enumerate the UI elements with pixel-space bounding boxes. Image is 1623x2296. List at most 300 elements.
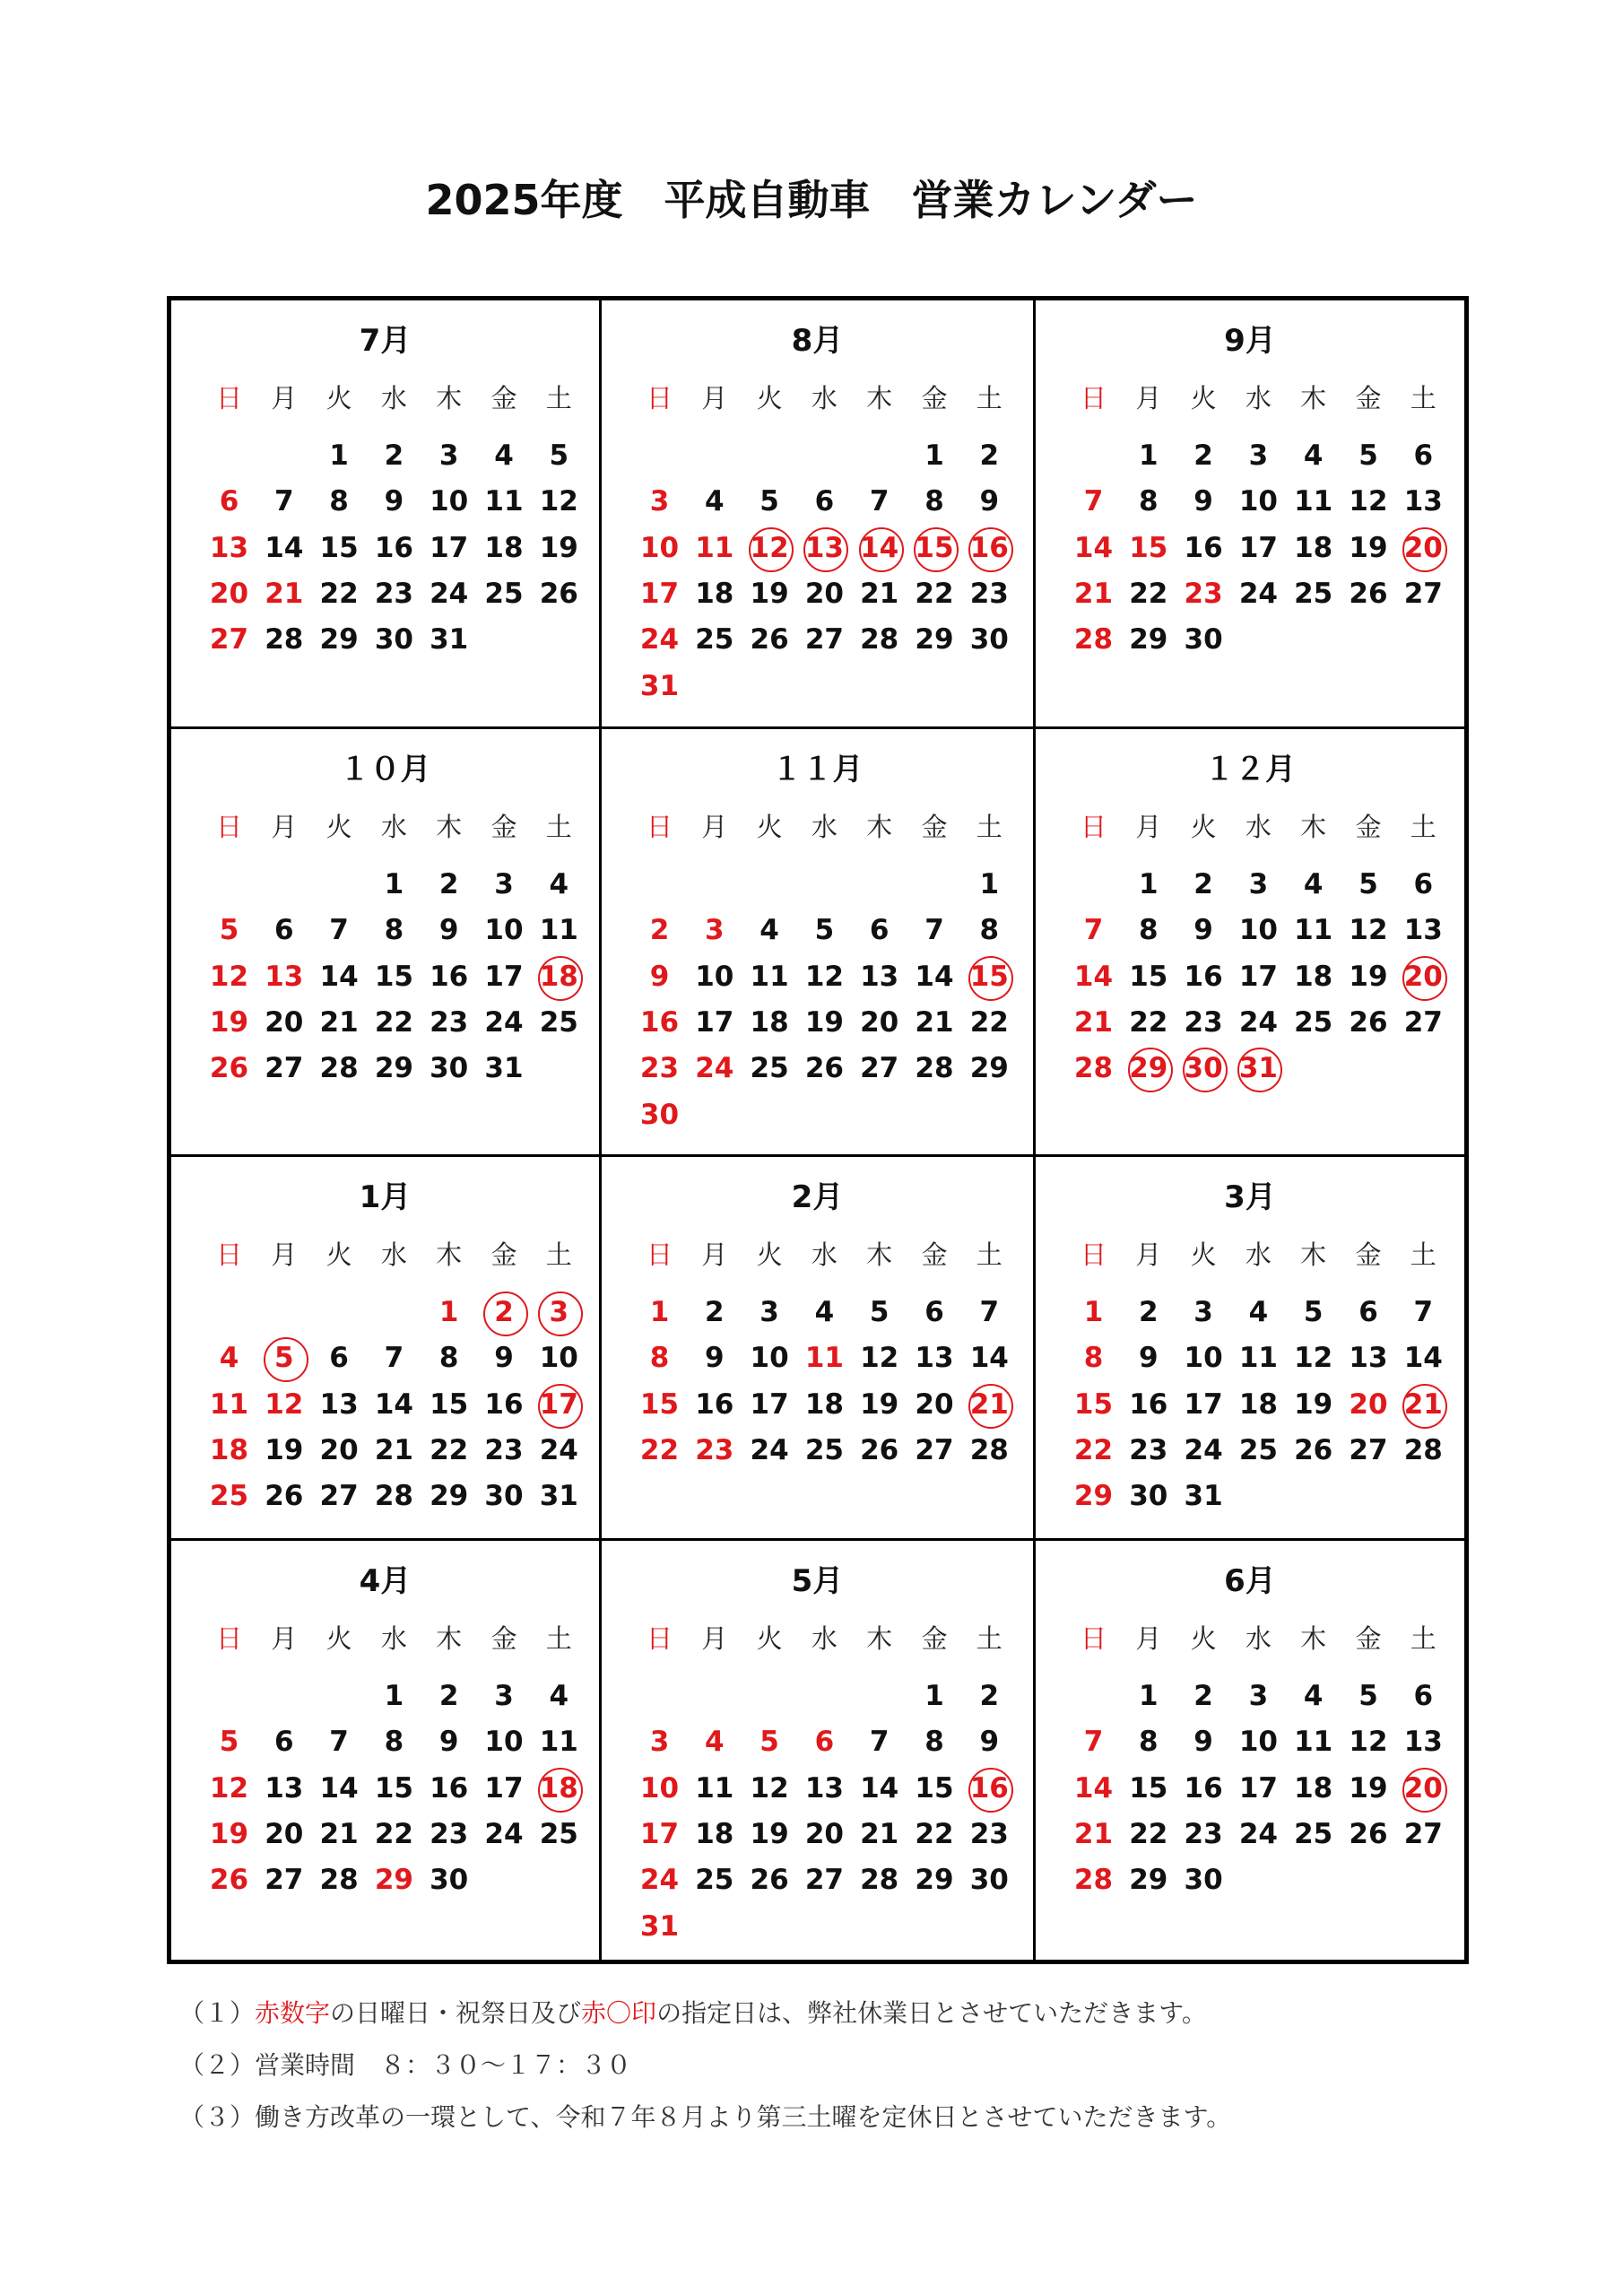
day-cell: 1	[924, 439, 944, 472]
day-holiday: 20	[1349, 1387, 1388, 1421]
day-cell: 30	[969, 623, 1009, 657]
day-cell: 28	[265, 623, 304, 657]
day-cell: 12	[1349, 914, 1388, 947]
day-cell: 2	[705, 1296, 725, 1328]
weekday-label: 土	[545, 1623, 572, 1654]
day-cell: 17	[750, 1387, 789, 1421]
day-cell: 11	[695, 1771, 734, 1805]
month-calendar	[171, 729, 599, 1154]
day-holiday: 24	[695, 1052, 734, 1085]
day-cell: 12	[750, 1771, 789, 1805]
weekday-label: 金	[1355, 812, 1382, 842]
weekday-label: 月	[271, 1623, 298, 1654]
day-cell: 22	[915, 1817, 954, 1850]
day-holiday: 18	[209, 1433, 249, 1466]
weekday-label: 水	[1245, 812, 1271, 842]
day-holiday: 11	[804, 1342, 844, 1375]
day-cell: 29	[374, 1052, 413, 1085]
day-holiday: 19	[209, 1005, 249, 1039]
weekday-label: 土	[545, 1239, 572, 1270]
weekday-label: 月	[271, 383, 298, 413]
day-holiday: 15	[1073, 1387, 1114, 1421]
month-title: 1月	[359, 1179, 412, 1215]
day-cell: 6	[814, 485, 835, 518]
day-cell: 18	[484, 531, 524, 564]
day-cell: 5	[759, 485, 779, 518]
day-holiday: 13	[265, 960, 304, 993]
day-circled-holiday: 13	[797, 526, 852, 570]
day-cell: 6	[1413, 439, 1434, 472]
day-cell: 23	[484, 1433, 524, 1466]
day-cell: 24	[750, 1433, 789, 1466]
weekday-label: 金	[1355, 1239, 1382, 1270]
day-cell: 31	[484, 1052, 524, 1085]
weekday-label: 火	[325, 1239, 352, 1270]
day-cell: 26	[1349, 577, 1388, 610]
day-cell: 3	[1248, 868, 1269, 900]
day-cell: 8	[384, 1726, 404, 1759]
day-holiday: 21	[1073, 577, 1114, 610]
weekday-label: 火	[1190, 383, 1217, 413]
day-cell: 23	[969, 1817, 1009, 1850]
day-holiday: 11	[695, 531, 734, 564]
day-cell: 6	[274, 1726, 294, 1759]
day-holiday: 29	[1073, 1480, 1114, 1513]
day-holiday: 31	[639, 1909, 680, 1943]
day-holiday: 22	[639, 1433, 680, 1466]
day-cell: 16	[430, 960, 469, 993]
notes	[179, 1987, 1453, 2144]
note-1-prefix: （１）	[179, 1998, 256, 2028]
day-cell: 31	[539, 1480, 578, 1513]
day-cell: 14	[915, 960, 954, 993]
weekday-label: 金	[921, 1623, 948, 1654]
day-cell: 3	[1248, 1680, 1269, 1712]
day-cell: 10	[484, 914, 524, 947]
day-cell: 8	[438, 1342, 459, 1375]
day-cell: 26	[804, 1052, 844, 1085]
day-cell: 26	[750, 623, 789, 657]
day-holiday: 24	[639, 1864, 680, 1897]
day-cell: 23	[430, 1005, 469, 1039]
day-cell: 19	[1294, 1387, 1333, 1421]
weekday-label: 金	[921, 383, 948, 413]
day-cell: 2	[438, 868, 459, 900]
weekday-label: 金	[490, 383, 517, 413]
day-cell: 12	[1349, 485, 1388, 518]
weekday-label: 月	[1135, 1239, 1162, 1270]
day-cell: 23	[969, 577, 1009, 610]
weekday-label: 土	[1410, 812, 1436, 842]
day-holiday: 28	[1073, 1864, 1114, 1897]
day-cell: 25	[1294, 1817, 1333, 1850]
day-cell: 25	[750, 1052, 789, 1085]
weekday-label: 月	[701, 812, 728, 842]
day-cell: 5	[1303, 1296, 1324, 1328]
note-3: （３）働き方改革の一環として、令和７年８月より第三土曜を定休日とさせていただきます。	[179, 2102, 1232, 2132]
day-cell: 29	[319, 623, 359, 657]
day-cell: 21	[860, 577, 899, 610]
day-cell: 9	[438, 914, 459, 947]
day-holiday: 2	[649, 914, 670, 947]
day-holiday: 8	[1083, 1342, 1104, 1375]
day-cell: 4	[759, 914, 779, 947]
day-holiday: 31	[639, 669, 680, 702]
day-holiday: 1	[1083, 1296, 1104, 1328]
day-holiday: 11	[209, 1387, 249, 1421]
day-cell: 11	[484, 485, 524, 518]
month-calendar	[1036, 300, 1464, 726]
day-holiday: 4	[219, 1342, 239, 1375]
day-cell: 30	[430, 1052, 469, 1085]
day-circled-holiday: 5	[256, 1335, 311, 1380]
day-cell: 30	[969, 1864, 1009, 1897]
day-cell: 21	[860, 1817, 899, 1850]
day-cell: 27	[860, 1052, 899, 1085]
day-cell: 26	[1349, 1817, 1388, 1850]
day-holiday: 12	[209, 960, 249, 993]
day-cell: 26	[750, 1864, 789, 1897]
day-cell: 8	[329, 485, 349, 518]
day-cell: 16	[484, 1387, 524, 1421]
day-cell: 9	[979, 1726, 1000, 1759]
day-cell: 24	[1184, 1433, 1223, 1466]
day-cell: 15	[1129, 1771, 1168, 1805]
day-cell: 30	[430, 1864, 469, 1897]
day-circled-holiday: 20	[1396, 954, 1451, 999]
day-cell: 26	[860, 1433, 899, 1466]
day-cell: 13	[265, 1771, 304, 1805]
day-cell: 29	[915, 1864, 954, 1897]
day-cell: 15	[374, 1771, 413, 1805]
month-title: 3月	[1224, 1179, 1276, 1215]
day-cell: 17	[430, 531, 469, 564]
day-cell: 27	[265, 1864, 304, 1897]
weekday-label: 月	[701, 1623, 728, 1654]
day-cell: 4	[1303, 868, 1324, 900]
day-cell: 20	[804, 1817, 844, 1850]
day-cell: 13	[1403, 914, 1443, 947]
weekday-label: 日	[215, 383, 242, 413]
weekday-label: 火	[756, 812, 783, 842]
day-cell: 22	[1129, 1005, 1168, 1039]
day-holiday: 15	[639, 1387, 680, 1421]
day-cell: 1	[1139, 439, 1159, 472]
day-cell: 4	[1248, 1296, 1269, 1328]
day-cell: 22	[374, 1005, 413, 1039]
note-1-red-numbers: 赤数字	[255, 1998, 331, 2028]
weekday-label: 日	[215, 812, 242, 842]
day-cell: 1	[384, 1680, 404, 1712]
day-circled-holiday: 21	[962, 1382, 1017, 1427]
weekday-label: 木	[436, 1239, 463, 1270]
day-cell: 19	[265, 1433, 304, 1466]
day-cell: 25	[695, 1864, 734, 1897]
weekday-label: 木	[1300, 383, 1327, 413]
day-cell: 2	[384, 439, 404, 472]
weekday-label: 木	[1300, 812, 1327, 842]
weekday-label: 土	[545, 812, 572, 842]
day-cell: 25	[484, 577, 524, 610]
day-cell: 1	[329, 439, 349, 472]
day-cell: 30	[374, 623, 413, 657]
day-cell: 4	[705, 485, 725, 518]
month-title: 2月	[791, 1179, 844, 1215]
day-cell: 3	[1193, 1296, 1213, 1328]
day-cell: 13	[1403, 1726, 1443, 1759]
day-holiday: 26	[209, 1052, 249, 1085]
day-holiday: 7	[1083, 485, 1104, 518]
day-cell: 6	[924, 1296, 944, 1328]
day-cell: 11	[750, 960, 789, 993]
day-cell: 9	[705, 1342, 725, 1375]
day-cell: 26	[265, 1480, 304, 1513]
day-cell: 13	[1349, 1342, 1388, 1375]
weekday-label: 金	[1355, 383, 1382, 413]
weekday-label: 日	[646, 1239, 673, 1270]
day-holiday: 26	[209, 1864, 249, 1897]
day-cell: 14	[319, 1771, 359, 1805]
day-cell: 11	[1294, 1726, 1333, 1759]
day-holiday: 7	[1083, 1726, 1104, 1759]
day-cell: 1	[979, 868, 1000, 900]
day-holiday: 14	[1073, 1771, 1114, 1805]
day-cell: 24	[484, 1005, 524, 1039]
day-holiday: 5	[759, 1726, 779, 1759]
weekday-label: 月	[1135, 383, 1162, 413]
weekday-label: 水	[811, 1239, 838, 1270]
weekday-label: 水	[811, 1623, 838, 1654]
day-circled-holiday: 16	[962, 526, 1017, 570]
day-cell: 7	[329, 1726, 349, 1759]
day-cell: 18	[1294, 531, 1333, 564]
day-holiday: 22	[1073, 1433, 1114, 1466]
day-holiday: 28	[1073, 623, 1114, 657]
weekday-label: 木	[436, 1623, 463, 1654]
day-circled-holiday: 2	[477, 1290, 532, 1335]
day-cell: 9	[1193, 1726, 1213, 1759]
day-cell: 26	[1349, 1005, 1388, 1039]
weekday-label: 火	[756, 1239, 783, 1270]
day-cell: 30	[1184, 623, 1223, 657]
day-holiday: 4	[705, 1726, 725, 1759]
day-cell: 19	[860, 1387, 899, 1421]
day-cell: 31	[430, 623, 469, 657]
weekday-label: 火	[325, 383, 352, 413]
day-cell: 20	[265, 1005, 304, 1039]
day-cell: 7	[329, 914, 349, 947]
month-title: １２月	[1204, 752, 1296, 787]
day-circled-holiday: 14	[852, 526, 907, 570]
day-cell: 15	[374, 960, 413, 993]
day-cell: 2	[1193, 1680, 1213, 1712]
day-cell: 12	[804, 960, 844, 993]
day-holiday: 3	[649, 1726, 670, 1759]
month-title: 4月	[359, 1563, 412, 1599]
day-cell: 27	[804, 623, 844, 657]
month-title: 7月	[359, 323, 412, 359]
day-holiday: 21	[265, 577, 304, 610]
day-cell: 4	[494, 439, 514, 472]
day-cell: 19	[804, 1005, 844, 1039]
month-calendar	[1036, 1541, 1464, 1960]
weekday-label: 日	[646, 812, 673, 842]
day-cell: 9	[1139, 1342, 1159, 1375]
weekday-label: 月	[1135, 812, 1162, 842]
day-holiday: 1	[438, 1296, 459, 1328]
day-cell: 19	[750, 577, 789, 610]
day-cell: 7	[1413, 1296, 1434, 1328]
day-cell: 8	[979, 914, 1000, 947]
weekday-label: 水	[811, 383, 838, 413]
day-circled-holiday: 15	[907, 526, 962, 570]
day-cell: 5	[869, 1296, 890, 1328]
day-cell: 10	[1238, 914, 1278, 947]
day-cell: 4	[549, 1680, 569, 1712]
weekday-label: 水	[380, 812, 407, 842]
day-cell: 12	[860, 1342, 899, 1375]
day-cell: 17	[1184, 1387, 1223, 1421]
day-cell: 14	[265, 531, 304, 564]
day-cell: 20	[860, 1005, 899, 1039]
day-cell: 16	[1184, 531, 1223, 564]
day-cell: 15	[1129, 960, 1168, 993]
day-cell: 8	[1139, 485, 1159, 518]
day-cell: 9	[384, 485, 404, 518]
day-cell: 11	[1238, 1342, 1278, 1375]
weekday-label: 水	[1245, 1623, 1271, 1654]
day-holiday: 23	[1184, 577, 1223, 610]
weekday-label: 土	[1410, 383, 1436, 413]
day-cell: 25	[539, 1005, 578, 1039]
month-calendar	[602, 300, 1033, 726]
day-cell: 6	[869, 914, 890, 947]
day-cell: 16	[1184, 960, 1223, 993]
weekday-label: 火	[1190, 812, 1217, 842]
day-cell: 4	[814, 1296, 835, 1328]
weekday-label: 日	[1080, 1239, 1107, 1270]
day-cell: 3	[1248, 439, 1269, 472]
day-cell: 12	[1349, 1726, 1388, 1759]
day-holiday: 21	[1073, 1817, 1114, 1850]
day-cell: 2	[1139, 1296, 1159, 1328]
weekday-label: 木	[866, 1623, 893, 1654]
weekday-label: 日	[646, 383, 673, 413]
day-cell: 14	[374, 1387, 413, 1421]
day-cell: 15	[319, 531, 359, 564]
day-holiday: 24	[639, 623, 680, 657]
weekday-label: 日	[1080, 812, 1107, 842]
day-holiday: 16	[639, 1005, 680, 1039]
day-cell: 24	[1238, 1817, 1278, 1850]
day-cell: 11	[539, 914, 578, 947]
day-cell: 6	[329, 1342, 349, 1375]
day-cell: 11	[1294, 485, 1333, 518]
day-holiday: 15	[1129, 531, 1168, 564]
day-cell: 6	[274, 914, 294, 947]
weekday-label: 木	[866, 383, 893, 413]
day-cell: 18	[750, 1005, 789, 1039]
day-holiday: 5	[219, 1726, 239, 1759]
day-holiday: 3	[649, 485, 670, 518]
day-cell: 17	[1238, 960, 1278, 993]
weekday-label: 土	[976, 812, 1002, 842]
day-cell: 27	[804, 1864, 844, 1897]
day-cell: 3	[438, 439, 459, 472]
day-cell: 12	[539, 485, 578, 518]
day-cell: 29	[430, 1480, 469, 1513]
weekday-label: 金	[490, 1623, 517, 1654]
day-holiday: 9	[649, 960, 670, 993]
day-circled-holiday: 18	[532, 954, 586, 999]
month-calendar	[602, 729, 1033, 1154]
day-holiday: 30	[639, 1098, 680, 1131]
weekday-label: 火	[325, 812, 352, 842]
weekday-label: 木	[1300, 1239, 1327, 1270]
day-cell: 3	[494, 1680, 514, 1712]
day-cell: 17	[1238, 1771, 1278, 1805]
day-holiday: 10	[639, 531, 680, 564]
weekday-label: 日	[215, 1623, 242, 1654]
day-cell: 24	[1238, 577, 1278, 610]
weekday-label: 木	[866, 1239, 893, 1270]
day-holiday: 5	[219, 914, 239, 947]
day-cell: 20	[804, 577, 844, 610]
day-cell: 23	[374, 577, 413, 610]
day-cell: 25	[695, 623, 734, 657]
day-cell: 28	[860, 623, 899, 657]
weekday-label: 水	[380, 1239, 407, 1270]
day-holiday: 17	[639, 577, 680, 610]
day-cell: 18	[695, 1817, 734, 1850]
day-cell: 10	[695, 960, 734, 993]
day-cell: 1	[384, 868, 404, 900]
day-cell: 14	[319, 960, 359, 993]
day-cell: 14	[860, 1771, 899, 1805]
day-cell: 28	[319, 1864, 359, 1897]
month-title: １０月	[339, 752, 431, 787]
day-cell: 9	[438, 1726, 459, 1759]
day-cell: 22	[374, 1817, 413, 1850]
day-cell: 22	[969, 1005, 1009, 1039]
day-cell: 15	[430, 1387, 469, 1421]
day-cell: 28	[915, 1052, 954, 1085]
weekday-label: 火	[756, 383, 783, 413]
day-cell: 24	[484, 1817, 524, 1850]
day-holiday: 25	[209, 1480, 249, 1513]
weekday-label: 日	[1080, 1623, 1107, 1654]
day-holiday: 23	[639, 1052, 680, 1085]
day-cell: 26	[539, 577, 578, 610]
day-cell: 10	[539, 1342, 578, 1375]
day-cell: 29	[1129, 623, 1168, 657]
day-cell: 8	[924, 1726, 944, 1759]
weekday-label: 火	[756, 1623, 783, 1654]
day-cell: 25	[1294, 577, 1333, 610]
day-cell: 27	[915, 1433, 954, 1466]
day-cell: 30	[484, 1480, 524, 1513]
weekday-label: 月	[1135, 1623, 1162, 1654]
day-holiday: 17	[639, 1817, 680, 1850]
weekday-label: 火	[1190, 1239, 1217, 1270]
weekday-label: 日	[1080, 383, 1107, 413]
day-cell: 7	[384, 1342, 404, 1375]
day-holiday: 6	[219, 485, 239, 518]
weekday-label: 土	[976, 1623, 1002, 1654]
day-holiday: 12	[209, 1771, 249, 1805]
day-cell: 27	[1403, 577, 1443, 610]
day-holiday: 6	[814, 1726, 835, 1759]
